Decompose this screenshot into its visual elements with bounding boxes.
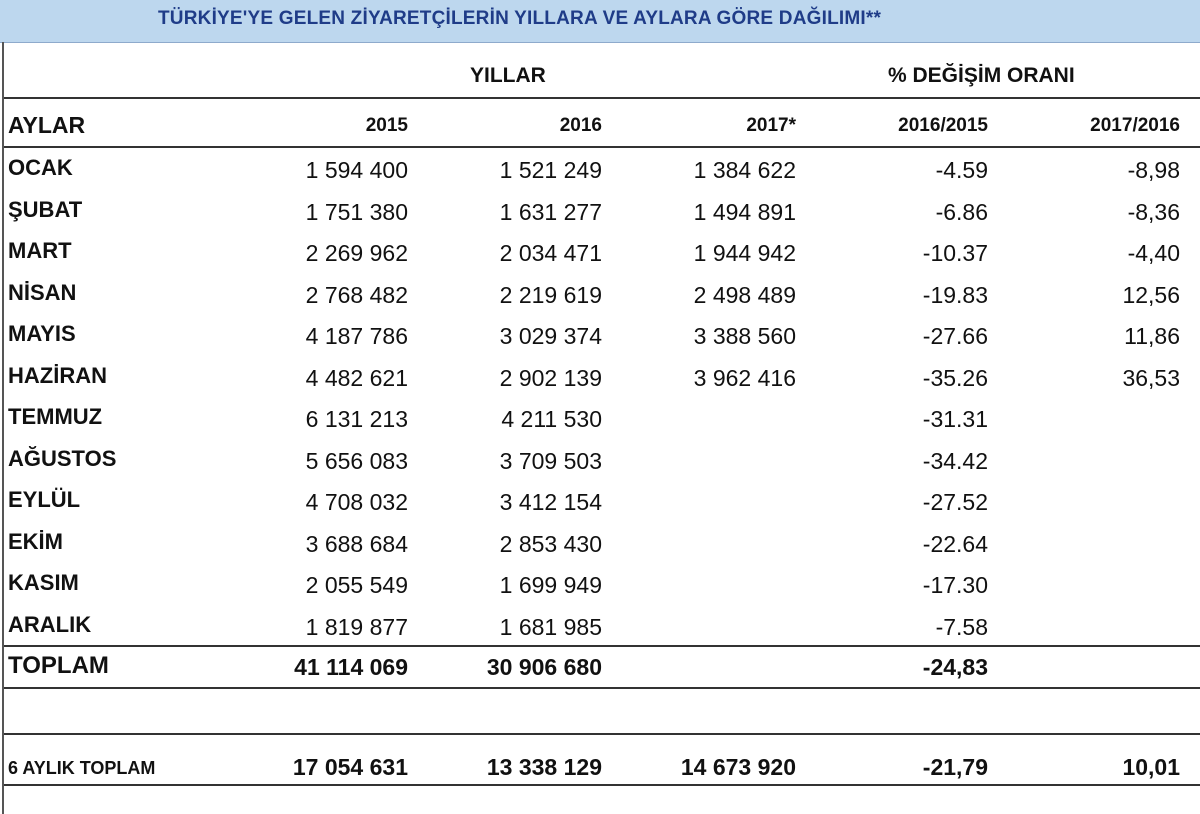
cell-y2016: 4 211 530: [501, 406, 602, 432]
half-total-label: 6 AYLIK TOPLAM: [8, 758, 156, 778]
col-header-2015: 2015: [365, 115, 408, 136]
cell-y2015: 5 656 083: [305, 448, 408, 474]
cell-y2016: 1 631 277: [499, 199, 602, 225]
cell-y2017: 3 962 416: [693, 365, 796, 391]
cell-y2015: 1 594 400: [305, 157, 408, 183]
cell-y2015: 2 269 962: [305, 240, 408, 266]
cell-y2015: 2 055 549: [305, 572, 408, 598]
cell-y2016: 3 029 374: [499, 323, 602, 349]
cell-y2015: 4 482 621: [305, 365, 408, 391]
table-title: TÜRKİYE'YE GELEN ZİYARETÇİLERİN YILLARA VE AYLARA GÖRE DAĞILIMI**: [158, 8, 882, 29]
month-label: NİSAN: [8, 280, 77, 305]
total-2016: 30 906 680: [486, 654, 602, 680]
cell-y2015: 6 131 213: [305, 406, 408, 432]
cell-c1615: -17.30: [922, 572, 988, 598]
cell-c1716: 36,53: [1122, 365, 1180, 391]
half-total-change-2017-2016: 10,01: [1122, 754, 1180, 780]
cell-y2016: 2 853 430: [499, 531, 602, 557]
cell-c1615: -6.86: [935, 199, 988, 225]
cell-c1716: 12,56: [1122, 282, 1180, 308]
cell-y2016: 1 521 249: [499, 157, 602, 183]
cell-y2015: 4 187 786: [305, 323, 408, 349]
cell-y2017: 2 498 489: [693, 282, 796, 308]
cell-y2017: 1 494 891: [693, 199, 796, 225]
frame-border: [2, 42, 4, 814]
half-total-2015: 17 054 631: [292, 754, 408, 780]
cell-y2017: 1 384 622: [693, 157, 796, 183]
cell-y2016: 1 699 949: [499, 572, 602, 598]
month-label: OCAK: [8, 155, 73, 180]
month-label: MAYIS: [8, 321, 76, 346]
group-header-years: YILLAR: [470, 64, 546, 87]
total-2015: 41 114 069: [294, 654, 408, 680]
month-label: KASIM: [8, 570, 79, 595]
cell-y2017: 1 944 942: [693, 240, 796, 266]
cell-c1716: -8,36: [1127, 199, 1180, 225]
cell-c1615: -34.42: [922, 448, 988, 474]
cell-y2016: 1 681 985: [499, 614, 602, 640]
col-header-2016: 2016: [559, 115, 602, 136]
cell-y2016: 2 902 139: [499, 365, 602, 391]
cell-y2016: 2 034 471: [499, 240, 602, 266]
total-change-2016-2015: -24,83: [922, 654, 988, 680]
cell-c1615: -4.59: [935, 157, 988, 183]
col-header-aylar: AYLAR: [8, 112, 86, 138]
cell-c1615: -27.52: [922, 489, 988, 515]
cell-c1716: -4,40: [1127, 240, 1180, 266]
half-divider-top: [4, 733, 1200, 735]
month-label: MART: [8, 238, 72, 263]
cell-c1615: -22.64: [922, 531, 988, 557]
col-header-2017: 2017*: [746, 115, 796, 136]
month-label: EYLÜL: [8, 487, 81, 512]
column-header-divider: [4, 146, 1200, 148]
month-label: HAZİRAN: [8, 363, 107, 388]
cell-y2015: 4 708 032: [305, 489, 408, 515]
cell-c1716: -8,98: [1127, 157, 1180, 183]
cell-y2016: 3 709 503: [499, 448, 602, 474]
month-label: ŞUBAT: [8, 197, 83, 222]
cell-c1615: -27.66: [922, 323, 988, 349]
cell-y2015: 1 751 380: [305, 199, 408, 225]
cell-c1615: -19.83: [922, 282, 988, 308]
cell-y2015: 3 688 684: [305, 531, 408, 557]
month-label: TEMMUZ: [8, 404, 103, 429]
cell-c1615: -7.58: [935, 614, 988, 640]
total-label: TOPLAM: [8, 652, 109, 679]
title-bar: [0, 0, 1200, 43]
cell-y2016: 2 219 619: [499, 282, 602, 308]
total-divider-bottom: [4, 687, 1200, 689]
month-label: ARALIK: [8, 612, 92, 637]
cell-y2016: 3 412 154: [499, 489, 602, 515]
cell-c1716: 11,86: [1124, 323, 1180, 349]
month-label: EKİM: [8, 529, 63, 554]
header-divider: [4, 97, 1200, 99]
cell-c1615: -10.37: [922, 240, 988, 266]
half-total-2016: 13 338 129: [486, 754, 602, 780]
cell-y2017: 3 388 560: [693, 323, 796, 349]
group-header-change: % DEĞİŞİM ORANI: [888, 64, 1075, 87]
col-header-2016-2015: 2016/2015: [898, 115, 988, 136]
col-header-2017-2016: 2017/2016: [1090, 115, 1180, 136]
half-total-change-2016-2015: -21,79: [922, 754, 988, 780]
half-total-2017: 14 673 920: [680, 754, 796, 780]
cell-c1615: -35.26: [922, 365, 988, 391]
half-divider-bottom: [4, 784, 1200, 786]
cell-y2015: 1 819 877: [305, 614, 408, 640]
cell-y2015: 2 768 482: [305, 282, 408, 308]
total-divider-top: [4, 645, 1200, 647]
month-label: AĞUSTOS: [8, 446, 117, 471]
cell-c1615: -31.31: [922, 406, 988, 432]
